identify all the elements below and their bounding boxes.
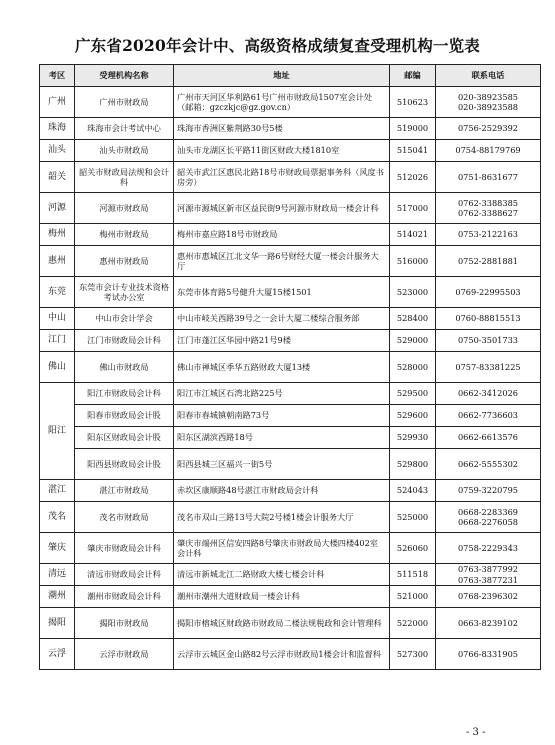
phone-cell	[436, 608, 541, 639]
phone-cell	[436, 330, 541, 352]
address-cell: 汕头市龙湖区长平路11街区财政大楼1810室	[174, 140, 390, 162]
phone-cell	[436, 224, 541, 246]
exam-area-cell: 惠州	[40, 246, 75, 277]
postcode-cell: 514021	[390, 224, 436, 246]
exam-area-cell: 佛山	[40, 352, 75, 383]
phone-cell	[436, 533, 541, 564]
page-title: 广东省2020年会计中、高级资格成绩复查受理机构一览表	[74, 36, 481, 55]
postcode-cell: 529800	[390, 449, 436, 480]
phone-cell	[436, 162, 541, 193]
phone-number: 0662-5555302	[457, 458, 519, 469]
phone-number: 0662-3412026	[457, 388, 519, 399]
agency-name-cell: 广州市财政局	[75, 87, 174, 118]
phone-number: 0662-7736603	[457, 410, 519, 421]
table-row	[40, 224, 541, 246]
phone-cell	[436, 246, 541, 277]
table-row	[40, 308, 541, 330]
agency-name-cell: 东莞市会计专业技术资格考试办公室	[75, 277, 174, 308]
table-body	[40, 87, 541, 670]
phone-cell	[436, 87, 541, 118]
header-agency-name: 受理机构名称	[75, 65, 174, 87]
exam-area-cell: 潮州	[40, 586, 75, 608]
page-number: - 3 -	[466, 727, 486, 738]
address-cell: 韶关市武江区惠民北路18号市财政局票据事务科（风度书房旁）	[174, 162, 390, 193]
phone-number: 0762-3388385	[457, 197, 519, 208]
address-cell: 中山市岐关西路39号之一会计大厦二楼综合服务部	[174, 308, 390, 330]
address-cell: 潮州市潮州大道财政局一楼会计科	[174, 586, 390, 608]
phone-number: 020-38923585	[457, 91, 519, 102]
exam-area-cell: 清远	[40, 564, 75, 586]
table-row	[40, 87, 541, 118]
postcode-cell: 517000	[390, 193, 436, 224]
agency-name-cell: 汕头市财政局	[75, 140, 174, 162]
exam-area-cell: 云浮	[40, 639, 75, 670]
agency-name-cell: 佛山市财政局	[75, 352, 174, 383]
phone-number: 0662-6613576	[457, 432, 519, 443]
address-cell: 云浮市云城区金山路82号云浮市财政局1楼会计和监督科	[174, 639, 390, 670]
agency-name-cell: 江门市财政局会计科	[75, 330, 174, 352]
table-row	[40, 246, 541, 277]
phone-number: 0668-2283369	[457, 506, 519, 517]
agency-name-cell: 肇庆市财政局会计科	[75, 533, 174, 564]
phone-cell	[436, 308, 541, 330]
table-row	[40, 502, 541, 533]
phone-cell	[436, 277, 541, 308]
table-row	[40, 639, 541, 670]
exam-area-cell: 东莞	[40, 277, 75, 308]
postcode-cell: 527300	[390, 639, 436, 670]
agency-name-cell: 清远市财政局会计科	[75, 564, 174, 586]
table-row	[40, 277, 541, 308]
exam-area-cell: 湛江	[40, 480, 75, 502]
phone-cell	[436, 352, 541, 383]
agency-name-cell: 中山市会计学会	[75, 308, 174, 330]
address-cell: 清远市新城北江二路财政大楼七楼会计科	[174, 564, 390, 586]
phone-number: 0769-22995503	[455, 286, 521, 297]
exam-area-cell: 汕头	[40, 140, 75, 162]
address-cell: 揭阳市榕城区财政路市财政局二楼法规税政和会计管理科	[174, 608, 390, 639]
phone-number: 0756-2529392	[457, 123, 519, 134]
agency-name-cell: 惠州市财政局	[75, 246, 174, 277]
agency-name-cell: 韶关市财政局法规和会计科	[75, 162, 174, 193]
phone-number: 0668-2276058	[457, 517, 519, 527]
agency-name-cell: 湛江市财政局	[75, 480, 174, 502]
exam-area-cell: 肇庆	[40, 533, 75, 564]
phone-number: 0663-8239102	[457, 617, 519, 628]
agency-name-cell: 阳江市财政局会计科	[75, 383, 174, 405]
postcode-cell: 510623	[390, 87, 436, 118]
exam-area-cell: 珠海	[40, 118, 75, 140]
phone-cell	[436, 480, 541, 502]
postcode-cell: 523000	[390, 277, 436, 308]
table-row	[40, 608, 541, 639]
postcode-cell: 521000	[390, 586, 436, 608]
address-cell: 赤坎区康顺路48号湛江市财政局会计科	[174, 480, 390, 502]
exam-area-cell: 江门	[40, 330, 75, 352]
phone-cell	[436, 639, 541, 670]
agency-name-cell: 茂名市财政局	[75, 502, 174, 533]
phone-number: 0758-2229343	[457, 542, 519, 553]
exam-area-cell: 揭阳	[40, 608, 75, 639]
postcode-cell: 524043	[390, 480, 436, 502]
agency-name-cell: 河源市财政局	[75, 193, 174, 224]
address-cell: 广州市天河区华利路61号广州市财政局1507室会计处（邮箱：gzczkjc@gz.gov.cn）	[174, 87, 390, 118]
phone-cell	[436, 564, 541, 586]
header-exam-area: 考区	[40, 65, 75, 87]
address-cell: 肇庆市端州区信安四路8号肇庆市财政局大楼四楼402室会计科	[174, 533, 390, 564]
agency-name-cell: 阳春市财政局会计股	[75, 405, 174, 427]
postcode-cell: 512026	[390, 162, 436, 193]
phone-cell	[436, 502, 541, 533]
table-row	[40, 383, 541, 405]
exam-area-cell: 广州	[40, 87, 75, 118]
table-row	[40, 533, 541, 564]
table-row	[40, 330, 541, 352]
table-row	[40, 564, 541, 586]
postcode-cell: 511518	[390, 564, 436, 586]
exam-area-cell: 韶关	[40, 162, 75, 193]
table-row	[40, 480, 541, 502]
exam-area-cell: 河源	[40, 193, 75, 224]
exam-area-cell: 梅州	[40, 224, 75, 246]
address-cell: 阳江市江城区石湾北路225号	[174, 383, 390, 405]
phone-number: 0752-2881881	[457, 255, 519, 266]
address-cell: 阳西县城三区福兴一街5号	[174, 449, 390, 480]
header-address: 地址	[174, 65, 390, 87]
agency-name-cell: 梅州市财政局	[75, 224, 174, 246]
exam-area-cell: 茂名	[40, 502, 75, 533]
phone-number: 0768-2396302	[457, 591, 519, 602]
table-row	[40, 193, 541, 224]
header-phone: 联系电话	[436, 65, 541, 87]
postcode-cell: 529930	[390, 427, 436, 449]
postcode-cell: 529500	[390, 383, 436, 405]
phone-cell	[436, 383, 541, 405]
phone-cell	[436, 405, 541, 427]
phone-number: 0763-3877992	[457, 564, 519, 574]
address-cell: 梅州市嘉应路18号市财政局	[174, 224, 390, 246]
postcode-cell: 528000	[390, 352, 436, 383]
phone-number: 0760-88815513	[455, 313, 521, 324]
phone-cell	[436, 118, 541, 140]
phone-number: 0750-3501733	[457, 335, 519, 346]
phone-number: 0751-8631677	[457, 171, 519, 182]
postcode-cell: 526060	[390, 533, 436, 564]
phone-number: 0753-2122163	[457, 229, 519, 240]
phone-cell	[436, 449, 541, 480]
phone-cell	[436, 427, 541, 449]
postcode-cell: 516000	[390, 246, 436, 277]
table-row	[40, 449, 541, 480]
postcode-cell: 525000	[390, 502, 436, 533]
address-cell: 阳东区湖滨西路18号	[174, 427, 390, 449]
table-row	[40, 162, 541, 193]
address-cell: 佛山市禅城区季华五路财政大厦13楼	[174, 352, 390, 383]
postcode-cell: 528400	[390, 308, 436, 330]
phone-cell	[436, 586, 541, 608]
address-cell: 河源市源城区新市区益民街9号河源市财政局一楼会计科	[174, 193, 390, 224]
agency-name-cell: 潮州市财政局会计科	[75, 586, 174, 608]
agency-name-cell: 阳西县财政局会计股	[75, 449, 174, 480]
postcode-cell: 519000	[390, 118, 436, 140]
address-cell: 茂名市双山三路13号大院2号楼1楼会计服务大厅	[174, 502, 390, 533]
postcode-cell: 515041	[390, 140, 436, 162]
postcode-cell: 529000	[390, 330, 436, 352]
phone-number: 0757-83381225	[455, 361, 521, 372]
address-cell: 珠海市香洲区紫荆路30号5楼	[174, 118, 390, 140]
address-cell: 阳春市春城镇朝南路73号	[174, 405, 390, 427]
phone-number: 0766-8331905	[457, 648, 519, 659]
phone-cell	[436, 193, 541, 224]
exam-area-cell: 中山	[40, 308, 75, 330]
phone-number: 0762-3388627	[457, 208, 519, 218]
phone-number: 0763-3877231	[457, 574, 519, 585]
phone-number: 020-38923588	[457, 102, 519, 112]
address-cell: 东莞市体育路5号健升大厦15楼1501	[174, 277, 390, 308]
table-row	[40, 405, 541, 427]
agency-table	[39, 64, 541, 670]
phone-number: 0759-3220795	[457, 485, 519, 496]
exam-area-cell: 阳江	[40, 383, 75, 480]
agency-name-cell: 阳东区财政局会计股	[75, 427, 174, 449]
table-row	[40, 586, 541, 608]
table-row	[40, 352, 541, 383]
agency-name-cell: 揭阳市财政局	[75, 608, 174, 639]
address-cell: 惠州市惠城区江北文华一路6号财经大厦一楼会计服务大厅	[174, 246, 390, 277]
table-row	[40, 118, 541, 140]
phone-number: 0754-88179769	[455, 145, 521, 156]
phone-cell	[436, 140, 541, 162]
table-row	[40, 140, 541, 162]
table-row	[40, 427, 541, 449]
header-postcode: 邮编	[390, 65, 436, 87]
agency-name-cell: 珠海市会计考试中心	[75, 118, 174, 140]
postcode-cell: 529600	[390, 405, 436, 427]
table-header-row	[40, 65, 541, 87]
address-cell: 江门市蓬江区华园中路21号9楼	[174, 330, 390, 352]
agency-name-cell: 云浮市财政局	[75, 639, 174, 670]
postcode-cell: 522000	[390, 608, 436, 639]
